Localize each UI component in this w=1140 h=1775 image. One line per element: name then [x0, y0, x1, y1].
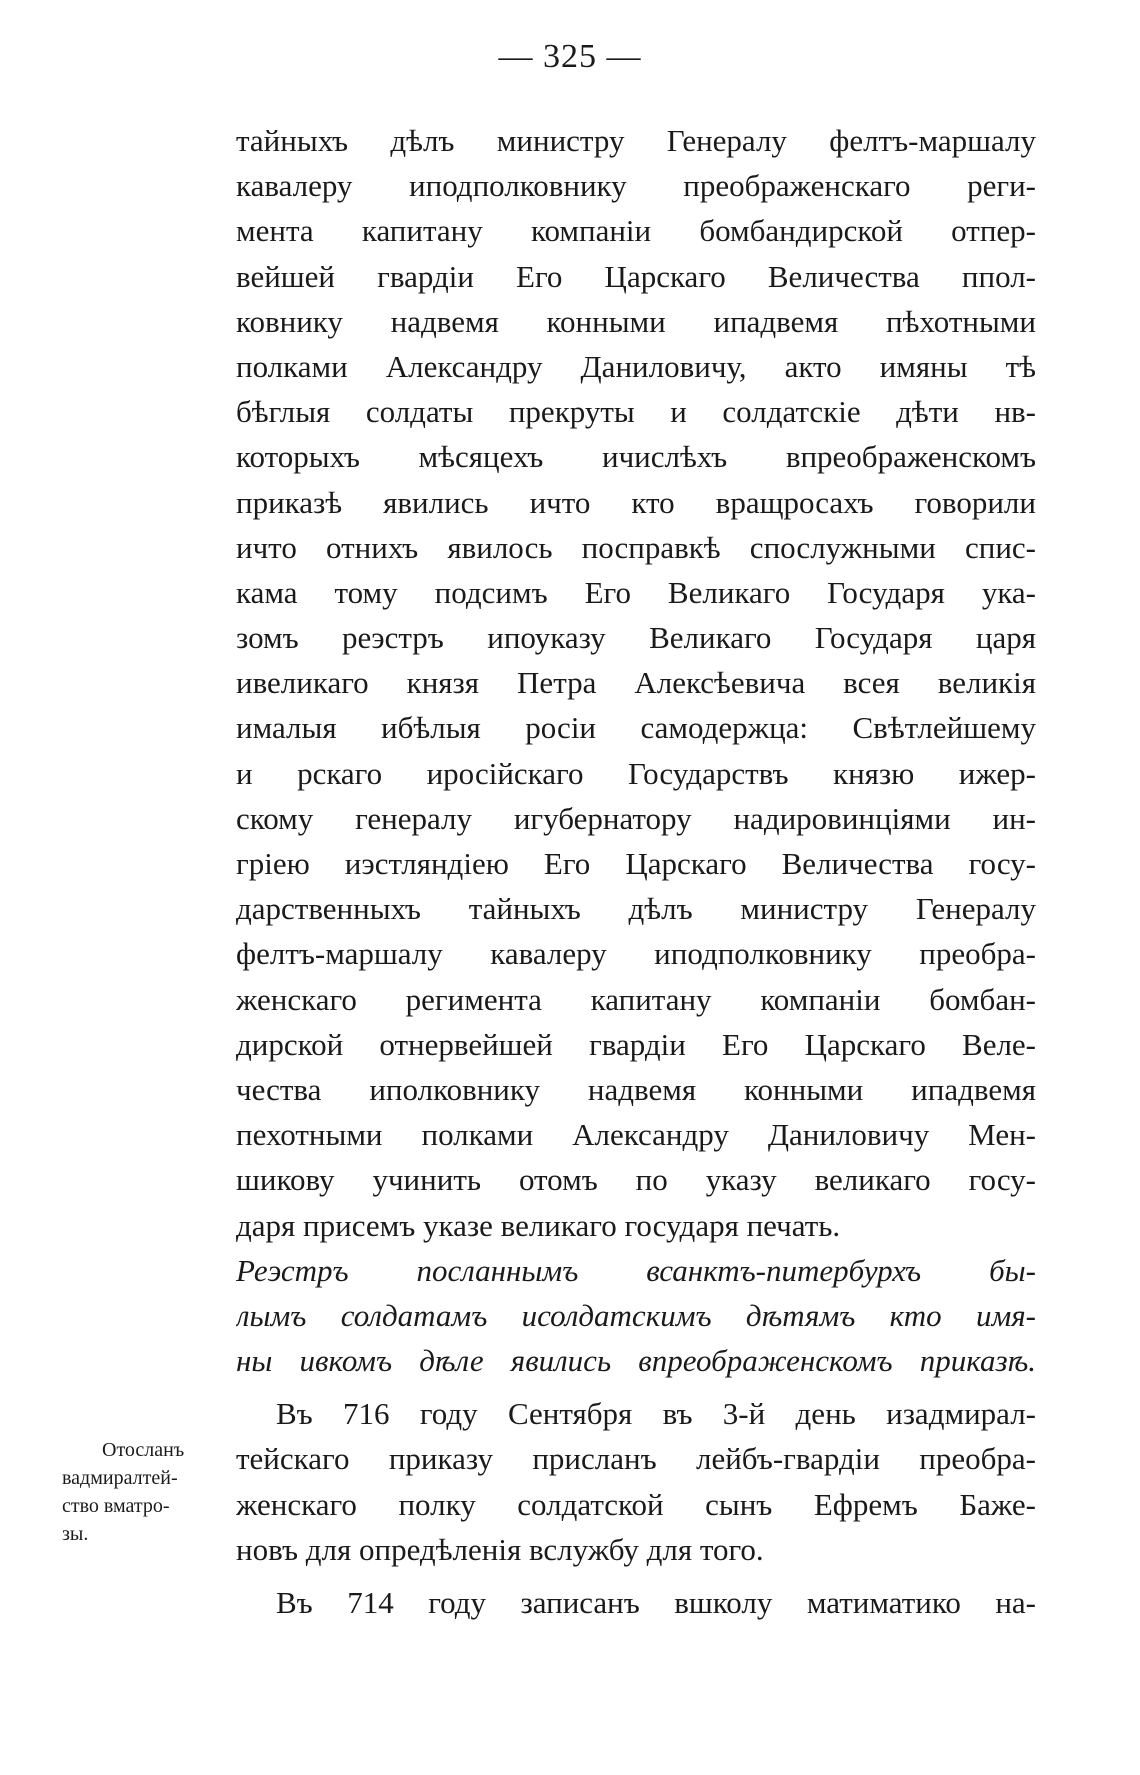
entry-716-line: новъ для опредѣленiя вслужбу для того. [236, 1531, 764, 1567]
margin-note-line: ство вматро- [62, 1495, 170, 1517]
text-line: тайныхъ дѣлъ министру Генералу фелтъ-маршалу [236, 123, 1036, 158]
text-line: фелтъ-маршалу кавалеру иподполковнику преобра- [236, 936, 1036, 972]
entry-714-line: Въ 714 году записанъ вшколу матиматико на- [276, 1585, 1036, 1620]
text-line: кавалеру иподполковнику преображенскаго реги- [236, 168, 1036, 204]
text-line: вейшей гвардiи Его Царскаго Величества ппол- [236, 258, 1036, 294]
margin-note-line: Отосланъ [102, 1439, 185, 1461]
text-line: шикову учинить отомъ по указу великаго госу- [236, 1162, 1036, 1198]
text-line: женскаго регимента капитану компанiи бомбан- [236, 981, 1036, 1017]
text-line: полками Александру Даниловичу, акто имяны тѣ [236, 348, 1036, 384]
text-line: мента капитану компанiи бомбандирской отпер- [236, 213, 1036, 249]
text-line: которыхъ мѣсяцехъ ичислѣхъ впреображенскомъ [236, 439, 1036, 475]
italic-heading-line: Реэстръ посланнымъ всанктъ-питербурхъ бы- [236, 1252, 1036, 1288]
entry-716-line: Въ 716 году Сентября въ 3-й день изадмирал- [276, 1396, 1036, 1432]
text-line: даря присемъ указе великаго государя печать. [236, 1207, 841, 1243]
text-line: чества иполковнику надвемя конными ипадвемя [236, 1071, 1036, 1107]
text-line: дирской отнервейшей гвардiи Его Царскаго Веле- [236, 1026, 1036, 1062]
text-line: ичто отнихъ явилось посправкѣ спослужными спис- [236, 529, 1036, 565]
margin-note-line: вадмиралтей- [62, 1467, 178, 1489]
text-line: и рскаго иросiйскаго Государствъ князю ижер- [236, 755, 1036, 791]
entry-716-line: женскаго полку солдатской сынъ Ефремъ Баже- [236, 1486, 1036, 1522]
text-line: приказѣ явились ичто кто вращросахъ говорили [236, 484, 1036, 520]
text-line: грiею иэстляндiею Его Царскаго Величества госу- [236, 846, 1036, 881]
text-line: кама тому подсимъ Его Великаго Государя ука- [236, 574, 1036, 610]
italic-heading-line: ны ивкомъ дѣле явились впреображенскомъ приказѣ. [236, 1343, 1036, 1379]
text-line: ивеликаго князя Петра Алексѣевича всея великiя [236, 665, 1036, 701]
text-line: ковнику надвемя конными ипадвемя пѣхотными [236, 303, 1036, 339]
margin-note [62, 1436, 234, 1548]
text-line: ималыя ибѣлыя росiи самодержца: Свѣтлейшему [236, 710, 1036, 746]
text-line: зомъ реэстръ ипоуказу Великаго Государя царя [236, 620, 1036, 656]
italic-heading-line: лымъ солдатамъ исолдатскимъ дѣтямъ кто имя- [236, 1297, 1036, 1333]
text-line: пехотными полками Александру Даниловичу Мен- [236, 1117, 1036, 1153]
page-number: — 325 — [498, 38, 642, 75]
text-line: дарственныхъ тайныхъ дѣлъ министру Генералу [236, 891, 1036, 927]
text-line: бѣглыя солдаты прекруты и солдатскiе дѣти нв- [236, 394, 1036, 430]
main-text [236, 118, 1036, 1625]
margin-note-line: зы. [62, 1523, 89, 1545]
entry-716-line: тейскаго приказу присланъ лейбъ-гвардiи преобра- [236, 1441, 1036, 1477]
text-line: скому генералу игубернатору надировинцiями ин- [236, 800, 1036, 836]
